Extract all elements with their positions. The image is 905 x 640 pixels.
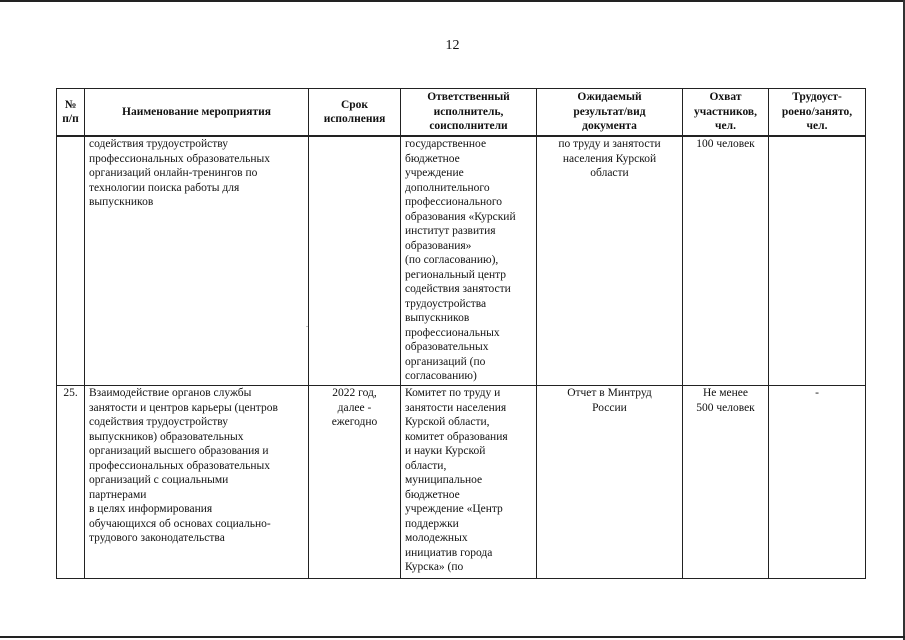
header-number: № п/п [57, 89, 85, 137]
cell-event-name: Взаимодействие органов службы занятости и центров карьеры (центров содействия трудоустройству выпускников) образовательных организаций высшего образования и профессиональных образовательных организаций с социальными партнерами в целях информирования обучающихся об основах социально- трудового законодательства [85, 386, 309, 579]
header-event-name: Наименование мероприятия [85, 89, 309, 137]
cell-number: 25. [57, 386, 85, 579]
action-plan-table [56, 88, 866, 579]
table-row [57, 136, 866, 386]
scan-speck: . [306, 320, 308, 329]
cell-executor: Комитет по труду и занятости населения Курской области, комитет образования и науки Курской области, муниципальное бюджетное учреждение «Центр поддержки молодежных инициатив города Курска» (по [401, 386, 537, 579]
cell-number [57, 136, 85, 386]
scan-border-bottom [0, 636, 905, 638]
table-header-row [57, 89, 866, 137]
cell-employed: - [769, 386, 866, 579]
cell-coverage: 100 человек [683, 136, 769, 386]
page-number: 12 [445, 38, 460, 53]
table-row [57, 386, 866, 579]
cell-term: 2022 год, далее - ежегодно [309, 386, 401, 579]
cell-term [309, 136, 401, 386]
header-coverage: Охват участников, чел. [683, 89, 769, 137]
cell-event-name: содействия трудоустройству профессиональных образовательных организаций онлайн-тренингов по технологии поиска работы для выпускников [85, 136, 309, 386]
cell-employed [769, 136, 866, 386]
cell-executor: государственное бюджетное учреждение дополнительного профессионального образования «Курский институт развития образования» (по согласованию), региональный центр содействия занятости трудоустройства выпускников профессиональных образовательных организаций (по согласованию) [401, 136, 537, 386]
scan-border-top [0, 0, 905, 2]
header-term: Срок исполнения [309, 89, 401, 137]
cell-expected-result: по труду и занятости населения Курской области [537, 136, 683, 386]
cell-coverage: Не менее 500 человек [683, 386, 769, 579]
header-expected-result: Ожидаемый результат/вид документа [537, 89, 683, 137]
cell-expected-result: Отчет в Минтруд России [537, 386, 683, 579]
header-executor: Ответственный исполнитель, соисполнители [401, 89, 537, 137]
header-employed: Трудоуст- роено/занято, чел. [769, 89, 866, 137]
